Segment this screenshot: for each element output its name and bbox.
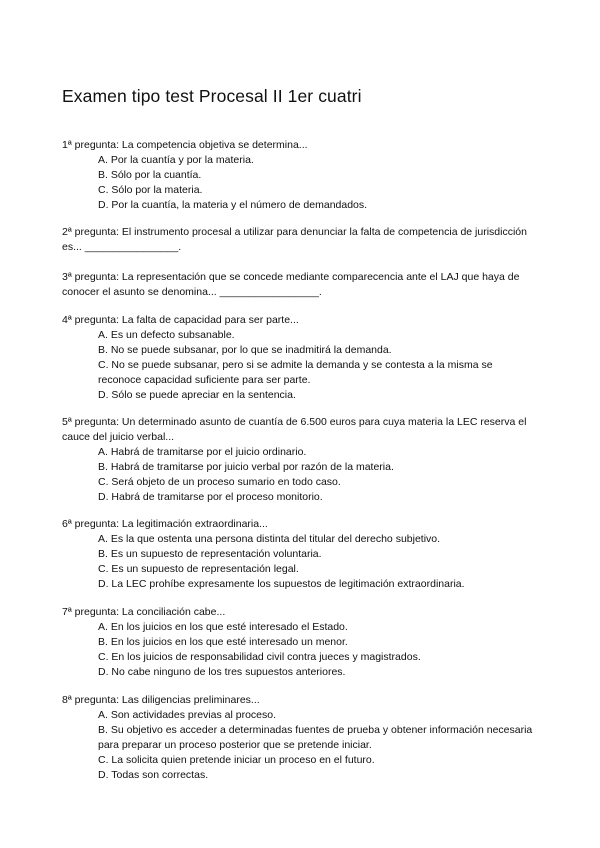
question-8 [62,693,538,783]
question-6 [62,517,538,592]
question-2 [62,225,538,255]
option-d: D. Por la cuantía, la materia y el número de demandados. [98,199,368,211]
options-list [62,153,538,213]
option-c: C. No se puede subsanar, pero si se admite la demanda y se contesta a la misma se reconoce capacidad suficiente para ser parte. [98,359,493,386]
option-c: C. Es un supuesto de representación legal. [98,563,299,575]
options-list [62,328,538,403]
option-d: D. No cabe ninguno de los tres supuestos anteriores. [98,666,346,678]
option-b: B. Habrá de tramitarse por juicio verbal por razón de la materia. [98,461,394,473]
option-a: A. Es la que ostenta una persona distinta del titular del derecho subjetivo. [98,533,441,545]
option-d: D. Sólo se puede apreciar en la sentencia. [98,389,296,401]
question-text: 3ª pregunta: La representación que se concede mediante comparecencia ante el LAJ que haya de conocer el asunto se denomina... _________________. [62,271,520,298]
page-title: Examen tipo test Procesal II 1er cuatri [62,86,362,106]
question-4 [62,313,538,403]
question-3 [62,270,538,300]
option-c: C. En los juicios de responsabilidad civil contra jueces y magistrados. [98,651,421,663]
option-d: D. Todas son correctas. [98,769,209,781]
option-a: A. Son actividades previas al proceso. [98,709,277,721]
option-c: C. La solicita quien pretende iniciar un proceso en el futuro. [98,754,375,766]
option-a: A. Por la cuantía y por la materia. [98,154,254,166]
question-1 [62,138,538,213]
option-c: C. Sólo por la materia. [98,184,203,196]
question-text: 5ª pregunta: Un determinado asunto de cuantía de 6.500 euros para cuya materia la LEC reserva el cauce del juicio verbal... [62,416,527,443]
option-a: A. En los juicios en los que esté interesado el Estado. [98,621,348,633]
question-text: 1ª pregunta: La competencia objetiva se determina... [62,139,308,151]
options-list [62,620,538,680]
options-list [62,532,538,592]
option-a: A. Habrá de tramitarse por el juicio ordinario. [98,446,307,458]
option-b: B. Sólo por la cuantía. [98,169,202,181]
options-list [62,708,538,783]
options-list [62,445,538,505]
option-b: B. Es un supuesto de representación voluntaria. [98,548,322,560]
question-text: 7ª pregunta: La conciliación cabe... [62,606,226,618]
option-b: B. No se puede subsanar, por lo que se inadmitirá la demanda. [98,344,392,356]
option-d: D. La LEC prohíbe expresamente los supuestos de legitimación extraordinaria. [98,578,465,590]
question-text: 4ª pregunta: La falta de capacidad para ser parte... [62,314,299,326]
option-c: C. Será objeto de un proceso sumario en todo caso. [98,476,341,488]
option-a: A. Es un defecto subsanable. [98,329,235,341]
question-text: 6ª pregunta: La legitimación extraordinaria... [62,518,268,530]
question-7 [62,605,538,680]
option-b: B. En los juicios en los que esté interesado un menor. [98,636,348,648]
question-5 [62,415,538,505]
option-d: D. Habrá de tramitarse por el proceso monitorio. [98,491,323,503]
question-text: 8ª pregunta: Las diligencias preliminares... [62,694,260,706]
option-b: B. Su objetivo es acceder a determinadas fuentes de prueba y obtener información necesaria para preparar un proceso posterior que se pretende iniciar. [98,724,533,751]
question-text: 2ª pregunta: El instrumento procesal a utilizar para denunciar la falta de competencia de jurisdicción es... ________________. [62,226,527,253]
